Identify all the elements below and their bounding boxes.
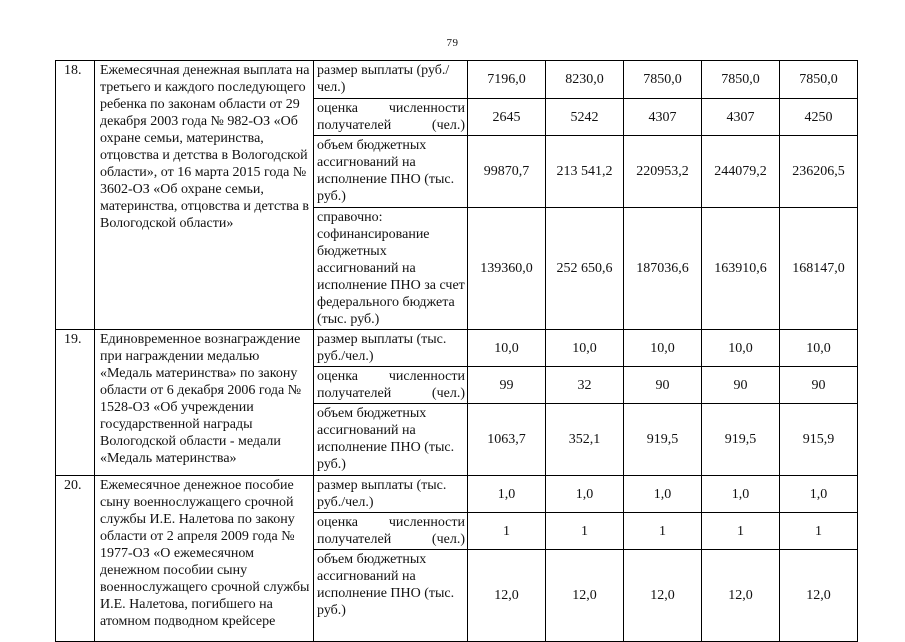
value-cell: 168147,0 [780, 208, 858, 330]
value-cell: 10,0 [468, 330, 546, 367]
indicator-label: справочно: софинансирование бюджетных ассигнований на исполнение ПНО за счет федерального бюджета (тыс. руб.) [314, 208, 468, 330]
indicator-label-text: оценка численности получателей (чел.) [317, 515, 465, 547]
indicator-label [314, 513, 468, 550]
value-cell: 163910,6 [702, 208, 780, 330]
value-cell: 915,9 [780, 404, 858, 476]
value-cell: 10,0 [702, 330, 780, 367]
value-cell: 90 [624, 367, 702, 404]
value-cell: 1,0 [702, 476, 780, 513]
indicator-label-text: оценка численности получателей (чел.) [317, 101, 465, 133]
budget-obligations-table [55, 60, 858, 642]
value-cell: 1 [702, 513, 780, 550]
indicator-label: размер выплаты (руб./чел.) [314, 61, 468, 99]
value-cell: 12,0 [624, 550, 702, 642]
table-row [56, 61, 858, 99]
indicator-label [314, 367, 468, 404]
value-cell: 2645 [468, 99, 546, 136]
value-cell: 7850,0 [624, 61, 702, 99]
value-cell: 99870,7 [468, 136, 546, 208]
value-cell: 220953,2 [624, 136, 702, 208]
value-cell: 10,0 [546, 330, 624, 367]
value-cell: 5242 [546, 99, 624, 136]
value-cell: 1 [468, 513, 546, 550]
row-number: 20. [56, 476, 95, 642]
indicator-label [314, 99, 468, 136]
value-cell: 12,0 [780, 550, 858, 642]
value-cell: 10,0 [624, 330, 702, 367]
value-cell: 1,0 [546, 476, 624, 513]
value-cell: 4307 [702, 99, 780, 136]
value-cell: 244079,2 [702, 136, 780, 208]
value-cell: 252 650,6 [546, 208, 624, 330]
value-cell: 1 [624, 513, 702, 550]
value-cell: 1 [546, 513, 624, 550]
value-cell: 1063,7 [468, 404, 546, 476]
row-number: 19. [56, 330, 95, 476]
value-cell: 4250 [780, 99, 858, 136]
indicator-label: объем бюджетных ассигнований на исполнение ПНО (тыс. руб.) [314, 404, 468, 476]
value-cell: 213 541,2 [546, 136, 624, 208]
indicator-label: размер выплаты (тыс. руб./чел.) [314, 476, 468, 513]
value-cell: 7850,0 [702, 61, 780, 99]
value-cell: 4307 [624, 99, 702, 136]
indicator-label: размер выплаты (тыс. руб./чел.) [314, 330, 468, 367]
value-cell: 1 [780, 513, 858, 550]
indicator-label: объем бюджетных ассигнований на исполнение ПНО (тыс. руб.) [314, 550, 468, 642]
value-cell: 90 [702, 367, 780, 404]
value-cell: 12,0 [702, 550, 780, 642]
row-description: Ежемесячная денежная выплата на третьего и каждого последующего ребенка по законам области от 29 декабря 2003 года № 982-ОЗ «Об охране семьи, материнства, отцовства и детства в Вологодской области», от 16 марта 2015 года № 3602-ОЗ «Об охране семьи, материнства, отцовства и детства в Вологодской области» [95, 61, 314, 330]
value-cell: 1,0 [624, 476, 702, 513]
value-cell: 236206,5 [780, 136, 858, 208]
value-cell: 7850,0 [780, 61, 858, 99]
value-cell: 139360,0 [468, 208, 546, 330]
value-cell: 90 [780, 367, 858, 404]
value-cell: 7196,0 [468, 61, 546, 99]
value-cell: 12,0 [468, 550, 546, 642]
value-cell: 1,0 [780, 476, 858, 513]
table-row [56, 330, 858, 367]
indicator-label: объем бюджетных ассигнований на исполнение ПНО (тыс. руб.) [314, 136, 468, 208]
value-cell: 1,0 [468, 476, 546, 513]
page-number: 79 [446, 37, 459, 49]
table-row [56, 476, 858, 513]
row-description: Ежемесячное денежное пособие сыну военнослужащего срочной службы И.Е. Налетова по закону области от 2 апреля 2009 года № 1977-ОЗ «О ежемесячном денежном пособии сыну военнослужащего срочной службы И.Е. Налетова, погибшего на атомном подводном крейсере [95, 476, 314, 642]
value-cell: 919,5 [624, 404, 702, 476]
value-cell: 187036,6 [624, 208, 702, 330]
indicator-label-text: оценка численности получателей (чел.) [317, 369, 465, 401]
value-cell: 10,0 [780, 330, 858, 367]
value-cell: 32 [546, 367, 624, 404]
value-cell: 12,0 [546, 550, 624, 642]
value-cell: 352,1 [546, 404, 624, 476]
value-cell: 8230,0 [546, 61, 624, 99]
row-description: Единовременное вознаграждение при награждении медалью «Медаль материнства» по закону области от 6 декабря 2006 года № 1528-ОЗ «Об учреждении государственной награды Вологодской области - медали «Медаль материнства» [95, 330, 314, 476]
value-cell: 919,5 [702, 404, 780, 476]
row-number: 18. [56, 61, 95, 330]
value-cell: 99 [468, 367, 546, 404]
